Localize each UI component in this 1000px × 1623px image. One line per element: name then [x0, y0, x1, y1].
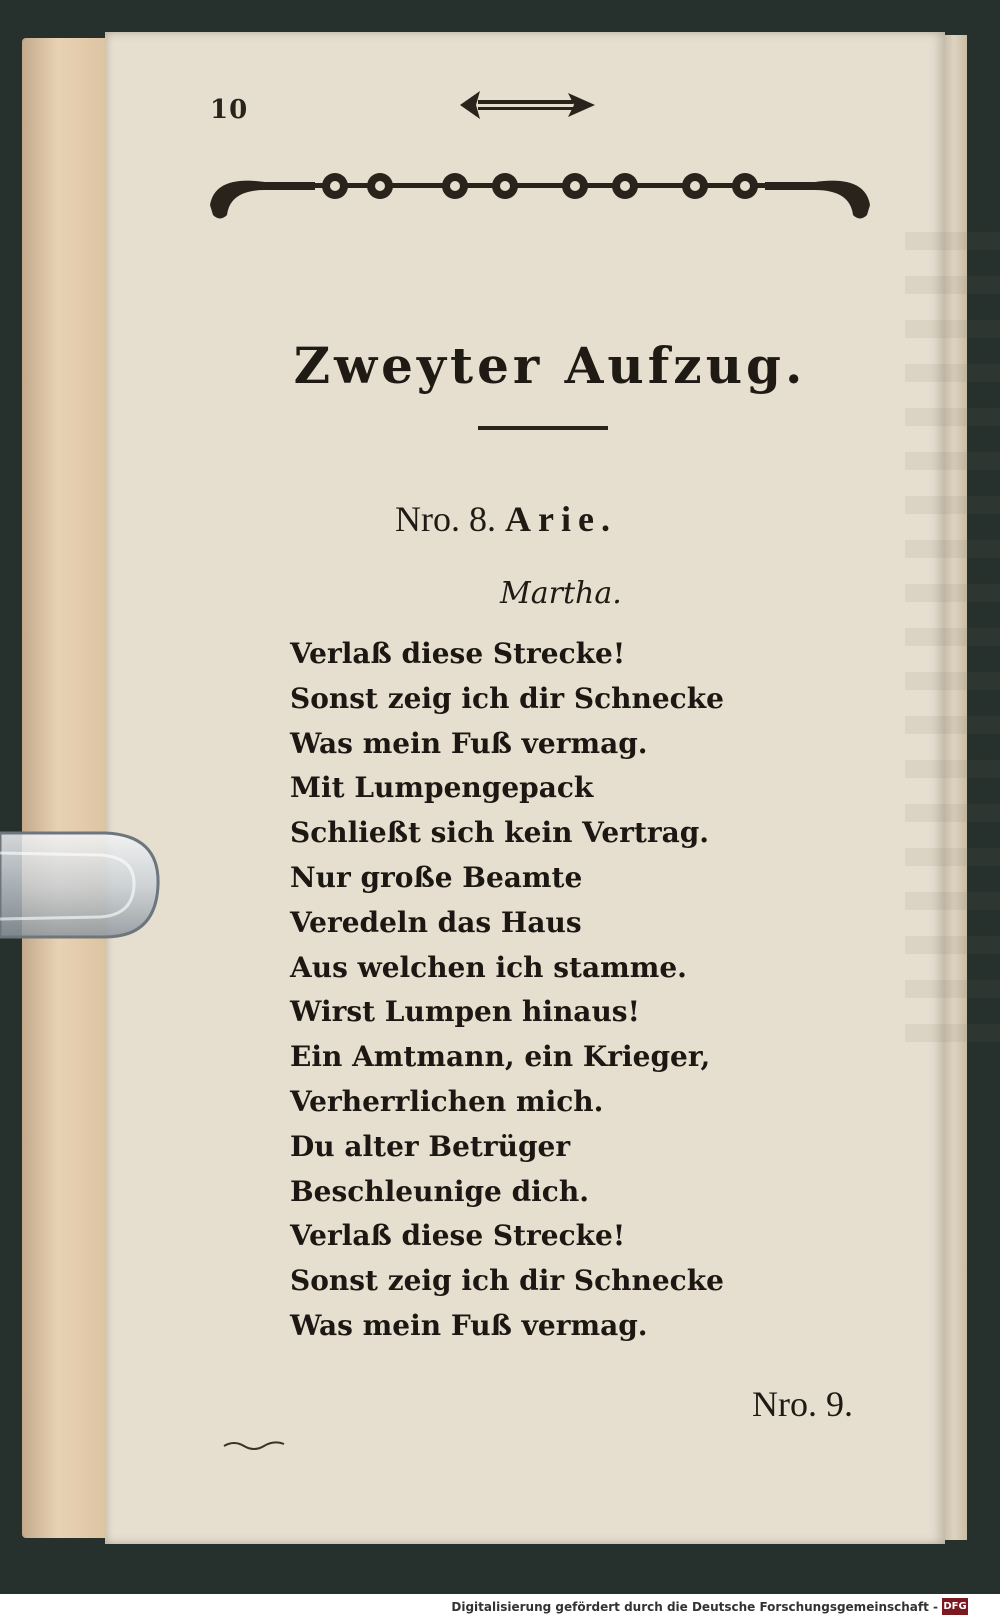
verse-line: Schließt sich kein Vertrag. — [290, 816, 710, 850]
section-heading — [395, 498, 617, 540]
verse-line: Ein Amtmann, ein Krieger, — [290, 1040, 711, 1074]
pen-mark-icon — [222, 1438, 292, 1452]
faded-stamp — [190, 1368, 360, 1418]
section-type: Arie. — [505, 499, 617, 539]
verse-line: Aus welchen ich stamme. — [290, 950, 687, 984]
verse-line: Was mein Fuß vermag. — [290, 726, 648, 760]
speaker-name: Martha. — [500, 576, 622, 611]
verse-line: Wirst Lumpen hinaus! — [290, 995, 640, 1029]
verse-line: Verherrlichen mich. — [290, 1084, 604, 1118]
dfg-logo: DFG — [942, 1598, 968, 1615]
decorative-header-ornament-icon — [205, 160, 875, 230]
verse-line: Sonst zeig ich dir Schnecke — [290, 1264, 724, 1298]
left-page-edge — [22, 38, 112, 1538]
section-number: Nro. 8. — [395, 499, 496, 539]
verse-line: Verlaß diese Strecke! — [290, 637, 626, 670]
verse-line: Verlaß diese Strecke! — [290, 1219, 626, 1253]
page-clip-icon — [0, 825, 165, 945]
verse-line: Beschleunige dich. — [290, 1174, 589, 1208]
footer-credit: Digitalisierung gefördert durch die Deutsche Forschungsgemeinschaft - — [451, 1600, 938, 1614]
act-title: Zweyter Aufzug. — [293, 336, 807, 395]
verse-line: Mit Lumpengepack — [290, 771, 594, 805]
verse-line: Sonst zeig ich dir Schnecke — [290, 681, 724, 715]
page-number: 10 — [210, 95, 249, 125]
verse-line: Was mein Fuß vermag. — [290, 1308, 648, 1342]
verse-block — [290, 632, 724, 1349]
verse-line: Veredeln das Haus — [290, 905, 582, 939]
verse-line: Du alter Betrüger — [290, 1129, 571, 1163]
title-rule — [478, 426, 608, 430]
verse-line: Nur große Beamte — [290, 860, 583, 894]
arrow-ornament-icon — [450, 85, 600, 125]
catchword: Nro. 9. — [752, 1384, 853, 1424]
